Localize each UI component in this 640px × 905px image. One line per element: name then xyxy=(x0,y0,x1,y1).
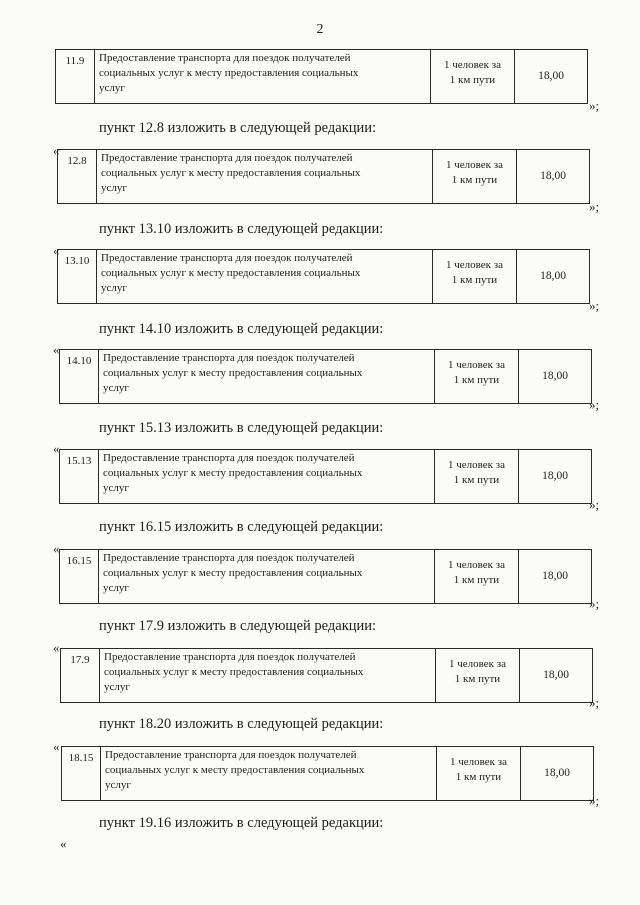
amendment-instruction: пункт 16.15 изложить в следующей редакции: xyxy=(99,519,384,535)
opening-quote: « xyxy=(60,836,67,851)
description-line: социальных услуг к месту предоставления социальных xyxy=(101,267,361,279)
item-number: 13.10 xyxy=(58,250,97,304)
unit-of-service xyxy=(437,747,521,801)
unit-of-service xyxy=(431,50,515,104)
table-row xyxy=(56,50,588,104)
amendment-instruction: пункт 13.10 изложить в следующей редакции: xyxy=(99,221,384,237)
description-line: социальных услуг к месту предоставления социальных xyxy=(101,167,361,179)
unit-line: 1 км пути xyxy=(451,174,498,186)
amendment-instruction: пункт 12.8 изложить в следующей редакции: xyxy=(99,120,377,136)
item-number: 17.9 xyxy=(61,649,100,703)
service-table xyxy=(59,349,592,404)
unit-line: 1 человек за xyxy=(448,359,505,371)
unit-line: 1 км пути xyxy=(453,574,500,586)
description-line: услуг xyxy=(103,582,129,594)
amendment-instruction: пункт 19.16 изложить в следующей редакции: xyxy=(99,815,384,831)
description-line: Предоставление транспорта для поездок получателей xyxy=(104,651,356,663)
unit-line: 1 км пути xyxy=(455,771,502,783)
description-line: Предоставление транспорта для поездок получателей xyxy=(101,152,353,164)
closing-quote: »; xyxy=(589,793,600,808)
unit-line: 1 человек за xyxy=(448,559,505,571)
description-line: социальных услуг к месту предоставления социальных xyxy=(103,467,363,479)
description-line: Предоставление транспорта для поездок получателей xyxy=(103,352,355,364)
description-line: услуг xyxy=(104,681,130,693)
description-line: услуг xyxy=(105,779,131,791)
opening-quote: « xyxy=(53,640,60,655)
unit-of-service xyxy=(435,350,519,404)
unit-line: 1 км пути xyxy=(453,474,500,486)
description-line: социальных услуг к месту предоставления социальных xyxy=(105,764,365,776)
opening-quote: « xyxy=(53,739,60,754)
closing-quote: »; xyxy=(589,497,600,512)
table-row xyxy=(60,450,592,504)
unit-line: 1 км пути xyxy=(451,274,498,286)
service-price: 18,00 xyxy=(519,350,592,404)
description-line: услуг xyxy=(101,282,127,294)
item-number: 18.15 xyxy=(62,747,101,801)
description-line: социальных услуг к месту предоставления социальных xyxy=(103,367,363,379)
unit-line: 1 человек за xyxy=(446,159,503,171)
description-line: Предоставление транспорта для поездок получателей xyxy=(105,749,357,761)
unit-line: 1 человек за xyxy=(444,59,501,71)
service-table xyxy=(61,746,594,801)
unit-line: 1 км пути xyxy=(449,74,496,86)
service-price: 18,00 xyxy=(521,747,594,801)
amendment-instruction: пункт 17.9 изложить в следующей редакции: xyxy=(99,618,377,634)
service-description xyxy=(99,550,435,604)
opening-quote: « xyxy=(53,541,60,556)
service-price: 18,00 xyxy=(517,150,590,204)
item-number: 11.9 xyxy=(56,50,95,104)
amendment-instruction: пункт 15.13 изложить в следующей редакции: xyxy=(99,420,384,436)
item-number: 14.10 xyxy=(60,350,99,404)
item-number: 15.13 xyxy=(60,450,99,504)
unit-of-service xyxy=(436,649,520,703)
unit-line: 1 человек за xyxy=(446,259,503,271)
description-line: услуг xyxy=(99,82,125,94)
table-row xyxy=(60,550,592,604)
closing-quote: »; xyxy=(589,298,600,313)
unit-line: 1 человек за xyxy=(448,459,505,471)
service-description xyxy=(99,450,435,504)
service-description xyxy=(97,250,433,304)
opening-quote: « xyxy=(53,143,60,158)
opening-quote: « xyxy=(53,342,60,357)
opening-quote: « xyxy=(53,243,60,258)
unit-line: 1 км пути xyxy=(453,374,500,386)
table-row xyxy=(62,747,594,801)
description-line: социальных услуг к месту предоставления социальных xyxy=(99,67,359,79)
page-number: 2 xyxy=(316,22,324,37)
service-table xyxy=(55,49,588,104)
item-number: 16.15 xyxy=(60,550,99,604)
service-description xyxy=(101,747,437,801)
unit-line: 1 км пути xyxy=(454,673,501,685)
description-line: услуг xyxy=(103,482,129,494)
table-row xyxy=(60,350,592,404)
closing-quote: »; xyxy=(589,695,600,710)
service-table xyxy=(57,249,590,304)
service-price: 18,00 xyxy=(519,450,592,504)
unit-of-service xyxy=(433,250,517,304)
table-row xyxy=(61,649,593,703)
unit-of-service xyxy=(433,150,517,204)
service-price: 18,00 xyxy=(515,50,588,104)
unit-line: 1 человек за xyxy=(450,756,507,768)
service-table xyxy=(59,549,592,604)
description-line: услуг xyxy=(103,382,129,394)
amendment-instruction: пункт 14.10 изложить в следующей редакции: xyxy=(99,321,384,337)
service-description xyxy=(95,50,431,104)
service-table xyxy=(57,149,590,204)
unit-of-service xyxy=(435,550,519,604)
service-description xyxy=(99,350,435,404)
description-line: социальных услуг к месту предоставления социальных xyxy=(104,666,364,678)
closing-quote: »; xyxy=(589,98,600,113)
amendment-instruction: пункт 18.20 изложить в следующей редакции: xyxy=(99,716,384,732)
opening-quote: « xyxy=(53,441,60,456)
closing-quote: »; xyxy=(589,596,600,611)
service-description xyxy=(100,649,436,703)
description-line: Предоставление транспорта для поездок получателей xyxy=(103,552,355,564)
service-price: 18,00 xyxy=(517,250,590,304)
service-price: 18,00 xyxy=(520,649,593,703)
description-line: услуг xyxy=(101,182,127,194)
service-price: 18,00 xyxy=(519,550,592,604)
service-table xyxy=(59,449,592,504)
closing-quote: »; xyxy=(589,199,600,214)
item-number: 12.8 xyxy=(58,150,97,204)
service-description xyxy=(97,150,433,204)
description-line: Предоставление транспорта для поездок получателей xyxy=(99,52,351,64)
description-line: социальных услуг к месту предоставления социальных xyxy=(103,567,363,579)
description-line: Предоставление транспорта для поездок получателей xyxy=(103,452,355,464)
unit-line: 1 человек за xyxy=(449,658,506,670)
unit-of-service xyxy=(435,450,519,504)
closing-quote: »; xyxy=(589,397,600,412)
service-table xyxy=(60,648,593,703)
table-row xyxy=(58,250,590,304)
description-line: Предоставление транспорта для поездок получателей xyxy=(101,252,353,264)
table-row xyxy=(58,150,590,204)
